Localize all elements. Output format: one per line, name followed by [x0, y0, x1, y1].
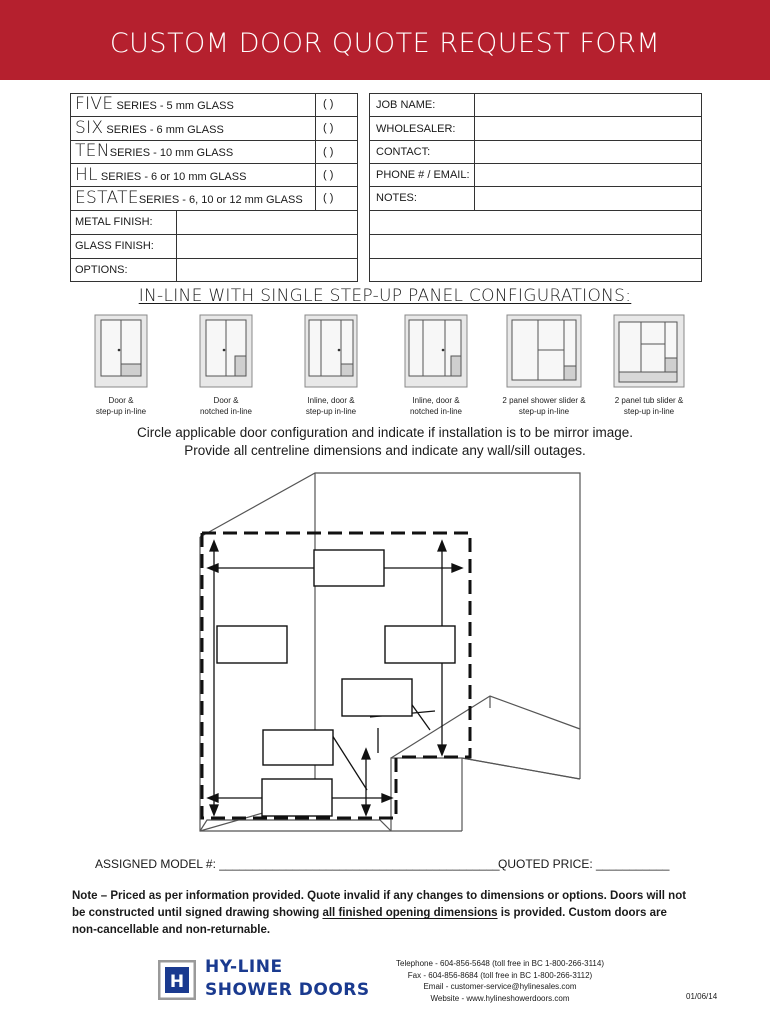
header-banner: [0, 0, 770, 80]
notes-field[interactable]: [371, 211, 700, 281]
contact-telephone: Telephone - 604-856-5648 (toll free in BC 1-800-266-3114): [396, 959, 604, 968]
wholesaler-label: WHOLESALER:: [376, 123, 456, 135]
config-1-diagram: [94, 314, 148, 388]
series-row-hl: HL SERIES - 6 or 10 mm GLASS: [75, 165, 247, 185]
series-hl-checkbox[interactable]: ( ): [323, 169, 334, 181]
config-option-3[interactable]: [304, 314, 358, 388]
config-caption-4: Inline, door & notched in-line: [409, 396, 463, 416]
page-title: CUSTOM DOOR QUOTE REQUEST FORM: [109, 28, 661, 59]
config-2-diagram: [199, 314, 253, 388]
phone-email-field[interactable]: [476, 164, 700, 185]
series-five-checkbox[interactable]: ( ): [323, 98, 334, 110]
instructions-line-1: Circle applicable door configuration and indicate if installation is to be mirror image.: [136, 425, 633, 440]
config-caption-3: Inline, door & step-up in-line: [305, 396, 357, 416]
config-6-diagram: [613, 314, 685, 388]
instructions: [0, 424, 770, 460]
wholesaler-field[interactable]: [476, 117, 700, 139]
disclaimer-note: Note – Priced as per information provided. Quote invalid if any changes to dimensions or options. Doors will not be constructed until signed drawing showing all finished opening dimensions is provided. Custom doors are non-cancellable and non-returnable.: [72, 890, 687, 936]
series-row-six: SIX SERIES - 6 mm GLASS: [75, 118, 224, 138]
config-option-4[interactable]: [404, 314, 468, 388]
contact-email[interactable]: Email - customer-service@hylinesales.com: [423, 982, 577, 991]
config-4-diagram: [404, 314, 468, 388]
config-caption-6: 2 panel tub slider & step-up in-line: [614, 396, 684, 416]
config-3-diagram: [304, 314, 358, 388]
contact-field[interactable]: [476, 141, 700, 162]
config-option-2[interactable]: [199, 314, 253, 388]
config-option-5[interactable]: [506, 314, 582, 388]
metal-finish-label: METAL FINISH:: [75, 216, 153, 228]
logo-mark-letter: H: [169, 972, 185, 992]
metal-finish-field[interactable]: [178, 211, 356, 233]
config-option-1[interactable]: [94, 314, 148, 388]
series-row-estate: ESTATESERIES - 6, 10 or 12 mm GLASS: [75, 188, 303, 208]
notes-label: NOTES:: [376, 192, 417, 204]
glass-finish-label: GLASS FINISH:: [75, 240, 154, 252]
series-ten-checkbox[interactable]: ( ): [323, 146, 334, 158]
contact-website[interactable]: Website - www.hylineshowerdoors.com: [430, 993, 570, 1003]
job-name-field[interactable]: [476, 94, 700, 115]
config-caption-1: Door & step-up in-line: [95, 396, 147, 416]
config-caption-5: 2 panel shower slider & step-up in-line: [502, 396, 586, 416]
options-field[interactable]: [178, 259, 356, 281]
config-option-6[interactable]: [613, 314, 685, 388]
configurations-title: IN-LINE WITH SINGLE STEP-UP PANEL CONFIGURATIONS:: [138, 286, 632, 306]
options-label: OPTIONS:: [75, 264, 128, 276]
series-estate-checkbox[interactable]: ( ): [323, 192, 334, 204]
assigned-model-field[interactable]: ASSIGNED MODEL #: __________________________________________: [95, 857, 500, 871]
quoted-price-field[interactable]: QUOTED PRICE: ___________: [498, 857, 670, 871]
series-row-five: FIVE SERIES - 5 mm GLASS: [75, 94, 234, 114]
contact-info: [380, 958, 620, 1004]
config-caption-2: Door & notched in-line: [199, 396, 253, 416]
note-underlined: all finished opening dimensions: [322, 907, 498, 919]
instructions-line-2: Provide all centreline dimensions and indicate any wall/sill outages.: [184, 443, 586, 458]
company-name: HY-LINE SHOWER DOORS: [205, 957, 370, 1000]
enclosure-drawing: [180, 468, 600, 848]
logo-mark-icon: [158, 960, 196, 1000]
job-name-label: JOB NAME:: [376, 99, 436, 111]
glass-finish-field[interactable]: [178, 235, 356, 257]
config-5-diagram: [506, 314, 582, 388]
phone-email-label: PHONE # / EMAIL:: [376, 169, 470, 181]
contact-fax: Fax - 604-856-8684 (toll free in BC 1-800-266-3112): [407, 970, 593, 980]
form-date: 01/06/14: [686, 992, 718, 1001]
company-logo: [158, 960, 196, 1000]
contact-label: CONTACT:: [376, 146, 431, 158]
series-row-ten: TENSERIES - 10 mm GLASS: [75, 141, 234, 161]
series-six-checkbox[interactable]: ( ): [323, 122, 334, 134]
